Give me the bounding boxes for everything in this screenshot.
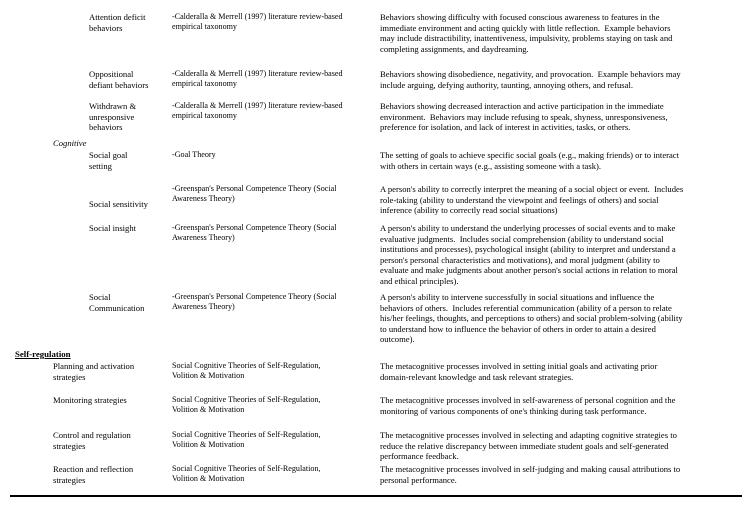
definition-attention-deficit: Behaviors showing difficulty with focused conscious awareness to features in the immediate environment and acting quickly with little reflection. Example behaviors may include distractibility, inattentiveness, impulsivity, problems staying on task and completing assignments, and daydreaming. [380, 12, 673, 54]
construct-control-regulation: Control and regulation strategies [53, 430, 131, 451]
definition-reaction-reflection: The metacognitive processes involved in self-judging and making causal attributions to personal performance. [380, 464, 681, 485]
construct-social-insight: Social insight [89, 223, 137, 233]
source-attention-deficit: -Calderalla & Merrell (1997) literature review-based empirical taxonomy [172, 12, 343, 31]
definition-social-goal-setting: The setting of goals to achieve specific social goals (e.g., making friends) or to interact with others in certain ways (e.g., assisting someone with a task). [380, 150, 680, 171]
definition-social-sensitivity: A person's ability to correctly interpret the meaning of a social object or event. Includes role-taking (ability to understand the viewpoint and feelings of others) and social inference (ability to correctly read social situations) [380, 184, 684, 216]
source-social-goal-setting: -Goal Theory [172, 150, 216, 159]
source-withdrawn: -Calderalla & Merrell (1997) literature review-based empirical taxonomy [172, 101, 343, 120]
source-reaction-reflection: Social Cognitive Theories of Self-Regulation, Volition & Motivation [172, 464, 321, 483]
category-cognitive: Cognitive [53, 138, 87, 148]
source-social-communication: -Greenspan's Personal Competence Theory (Social Awareness Theory) [172, 292, 337, 311]
definition-social-communication: A person's ability to intervene successfully in social situations and influence the behaviors of others. Includes referential communication (ability of a person to relate his/her feelings, thoughts, and perceptions to others) and social problem-solving (ability to understand how to influence the behavior of others in order to attain a desired outcome). [380, 292, 683, 345]
source-planning-activation: Social Cognitive Theories of Self-Regulation, Volition & Motivation [172, 361, 321, 380]
definition-planning-activation: The metacognitive processes involved in setting initial goals and activating prior domain-relevant knowledge and task relevant strategies. [380, 361, 658, 382]
construct-planning-activation: Planning and activation strategies [53, 361, 135, 382]
definition-withdrawn: Behaviors showing decreased interaction and active participation in the immediate environment. Behaviors may include refusing to speak, shyness, unresponsiveness, preference for isolation, and lack of interest in activities, tasks, or others. [380, 101, 668, 133]
definition-social-insight: A person's ability to understand the underlying processes of social events and to make evaluative judgments. Includes social comprehension (ability to understand social institutions and processes), psychological insight (ability to interpret and understand a person's personal characteristics and motivations), and moral judgment (ability to evaluate and make judgments about another person's social actions in relation to moral and ethical principles). [380, 223, 678, 286]
table-bottom-rule [10, 495, 742, 497]
source-monitoring: Social Cognitive Theories of Self-Regulation, Volition & Motivation [172, 395, 321, 414]
construct-social-sensitivity: Social sensitivity [89, 199, 148, 209]
construct-social-communication: Social Communication [89, 292, 145, 313]
source-social-sensitivity: -Greenspan's Personal Competence Theory (Social Awareness Theory) [172, 184, 337, 203]
construct-oppositional-defiant: Oppositional defiant behaviors [89, 69, 149, 90]
source-oppositional-defiant: -Calderalla & Merrell (1997) literature review-based empirical taxonomy [172, 69, 343, 88]
definition-oppositional-defiant: Behaviors showing disobedience, negativity, and provocation. Example behaviors may include arguing, defying authority, taunting, annoying others, and refusal. [380, 69, 681, 90]
section-self-regulation: Self-regulation [15, 349, 71, 359]
construct-social-goal-setting: Social goal setting [89, 150, 128, 171]
construct-withdrawn: Withdrawn & unresponsive behaviors [89, 101, 137, 133]
source-social-insight: -Greenspan's Personal Competence Theory (Social Awareness Theory) [172, 223, 337, 242]
definition-monitoring: The metacognitive processes involved in self-awareness of personal cognition and the monitoring of various components of one's thinking during task performance. [380, 395, 676, 416]
construct-monitoring: Monitoring strategies [53, 395, 127, 405]
construct-attention-deficit: Attention deficit behaviors [89, 12, 146, 33]
construct-reaction-reflection: Reaction and reflection strategies [53, 464, 134, 485]
definition-control-regulation: The metacognitive processes involved in selecting and adapting cognitive strategies to reduce the relative discrepancy between immediate student goals and self-generated performance feedback. [380, 430, 677, 462]
source-control-regulation: Social Cognitive Theories of Self-Regulation, Volition & Motivation [172, 430, 321, 449]
